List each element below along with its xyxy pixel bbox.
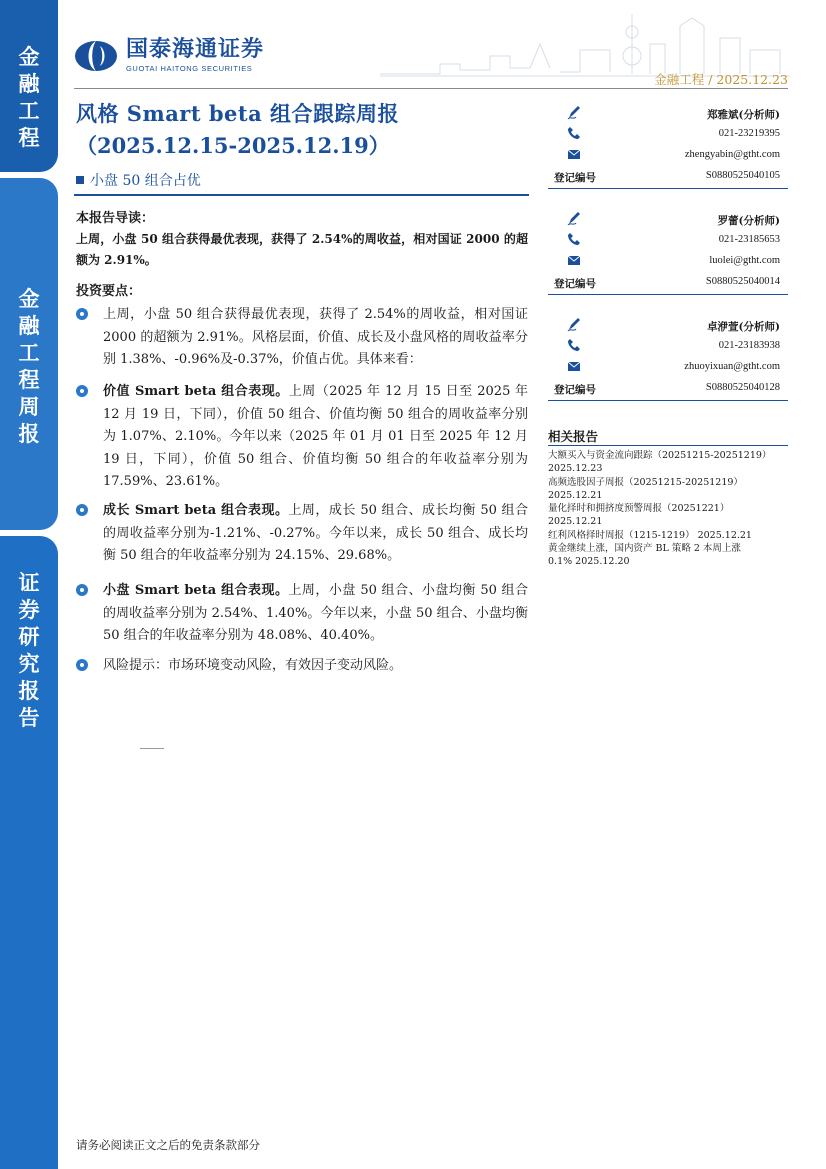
side-segment-research xyxy=(0,536,58,1169)
related-report-item[interactable]: 黄金继续上涨，国内资产 BL 策略 2 本周上涨 xyxy=(548,543,741,555)
analyst-divider xyxy=(548,188,788,189)
related-report-date: 2025.12.21 xyxy=(548,516,603,528)
related-reports-heading: 相关报告 xyxy=(548,429,599,444)
key-point-risk xyxy=(76,655,528,678)
email-icon xyxy=(566,146,582,162)
related-report-date: 2025.12.21 xyxy=(548,489,603,501)
logo-english-name: GUOTAI HAITONG SECURITIES xyxy=(126,64,253,73)
phone-icon xyxy=(566,231,582,247)
circle-bullet-icon xyxy=(76,659,88,671)
registration-number: S0880525040105 xyxy=(705,170,780,181)
square-bullet-icon xyxy=(76,176,84,184)
analyst-name: 郑雅斌(分析师) xyxy=(707,109,780,121)
header-divider xyxy=(74,88,788,89)
key-point xyxy=(76,500,528,568)
analyst-phone: 021-23185653 xyxy=(718,234,780,245)
key-point xyxy=(76,304,528,372)
report-title: 风格 Smart beta 组合跟踪周报 xyxy=(76,101,400,126)
circle-bullet-icon xyxy=(76,385,88,397)
side-segment-report-type xyxy=(0,178,58,530)
registration-number: S0880525040014 xyxy=(705,276,780,287)
side-char: 程 xyxy=(18,368,40,392)
subtitle-text: 小盘 50 组合占优 xyxy=(90,173,201,189)
related-report-date: 2025.12.23 xyxy=(548,463,603,475)
registration-number: S0880525040128 xyxy=(705,382,780,393)
pen-icon xyxy=(566,316,582,332)
side-char: 报 xyxy=(18,679,40,703)
key-point-text: 上周，成长 50 组合、成长均衡 50 组合的周收益率分别为-1.21%、-0.27%。今年以来，成长 50 组合、成长均衡 50 组合的年收益率分别为 24.15%、29.68%。 xyxy=(103,503,528,563)
guide-heading: 本报告导读： xyxy=(76,211,155,226)
key-points-heading: 投资要点： xyxy=(76,284,142,299)
key-point-bold: 成长 Smart beta 组合表现。 xyxy=(103,503,289,518)
analyst-phone: 021-23219395 xyxy=(718,128,780,139)
side-char: 券 xyxy=(18,598,40,622)
key-point-bold: 小盘 Smart beta 组合表现。 xyxy=(103,583,289,598)
guide-text: 上周，小盘 50 组合获得最优表现，获得了 2.54%的周收益，相对国证 2000 的超额为 2.91%。 xyxy=(76,232,528,267)
related-report-item[interactable]: 高频选股因子周报（20251215-20251219） xyxy=(548,476,743,488)
registration-label: 登记编号 xyxy=(554,172,596,184)
analyst-email[interactable]: zhengyabin@gtht.com xyxy=(684,149,780,160)
side-char: 金 xyxy=(18,287,40,311)
related-report-item[interactable]: 量化择时和拥挤度预警周报（20251221） xyxy=(548,503,730,515)
key-point xyxy=(76,580,528,648)
phone-icon xyxy=(566,337,582,353)
side-char: 报 xyxy=(18,422,40,446)
key-point-text: 上周，小盘 50 组合获得最优表现，获得了 2.54%的周收益，相对国证 2000 的超额为 2.91%。风格层面，价值、成长及小盘风格的周收益率分别 1.38%、-0.96%及-0.37%，价值占优。具体来看： xyxy=(103,307,528,367)
side-char: 周 xyxy=(18,395,40,419)
analyst-divider xyxy=(548,294,788,295)
side-char: 融 xyxy=(18,314,40,338)
logo-chinese-name: 国泰海通证券 xyxy=(126,37,265,62)
logo-mark-icon xyxy=(74,40,118,72)
side-char: 程 xyxy=(18,126,40,150)
disclaimer-footer: 请务必阅读正文之后的免责条款部分 xyxy=(76,1138,260,1152)
circle-bullet-icon xyxy=(76,504,88,516)
key-point-text: 风险提示：市场环境变动风险，有效因子变动风险。 xyxy=(103,658,403,673)
phone-icon xyxy=(566,125,582,141)
analyst-email[interactable]: luolei@gtht.com xyxy=(709,255,780,266)
email-icon xyxy=(566,358,582,374)
pen-icon xyxy=(566,210,582,226)
side-band xyxy=(0,0,58,1169)
divider-mark xyxy=(140,748,164,749)
related-report-date: 0.1% 2025.12.20 xyxy=(548,556,630,568)
analyst-name: 卓洢萱(分析师) xyxy=(707,321,780,333)
side-char: 告 xyxy=(18,706,40,730)
analyst-phone: 021-23183938 xyxy=(718,340,780,351)
side-char: 研 xyxy=(18,625,40,649)
report-period: （2025.12.15-2025.12.19） xyxy=(76,133,390,158)
analyst-divider xyxy=(548,400,788,401)
circle-bullet-icon xyxy=(76,584,88,596)
side-char: 金 xyxy=(18,45,40,69)
title-divider xyxy=(74,194,529,196)
side-char: 工 xyxy=(18,341,40,365)
analyst-email[interactable]: zhuoyixuan@gtht.com xyxy=(684,361,780,372)
side-char: 融 xyxy=(18,72,40,96)
company-logo xyxy=(74,38,264,73)
side-char: 工 xyxy=(18,99,40,123)
key-point-text: 上周，小盘 50 组合、小盘均衡 50 组合的周收益率分别为 2.54%、1.40%。今年以来，小盘 50 组合、小盘均衡 50 组合的年收益率分别为 48.08%、40.40%。 xyxy=(103,583,528,643)
key-point-text: 上周（2025 年 12 月 15 日至 2025 年 12 月 19 日，下同），价值 50 组合、价值均衡 50 组合的周收益率分别为 1.07%、2.10%。今年以来（2025 年 01 月 01 日至 2025 年 12 月 19 日，下同），价值 50 组合、价值均衡 50 组合的年收益率分别为 17.59%、23.61%。 xyxy=(103,384,528,489)
pen-icon xyxy=(566,104,582,120)
analyst-name: 罗蕾(分析师) xyxy=(717,215,780,227)
registration-label: 登记编号 xyxy=(554,278,596,290)
side-char: 证 xyxy=(18,571,40,595)
side-char: 究 xyxy=(18,652,40,676)
circle-bullet-icon xyxy=(76,308,88,320)
side-segment-category xyxy=(0,0,58,172)
related-report-item[interactable]: 红利风格择时周报（1215-1219） 2025.12.21 xyxy=(548,529,752,541)
key-point-bold: 价值 Smart beta 组合表现。 xyxy=(103,384,289,399)
category-date: 金融工程 / 2025.12.23 xyxy=(654,72,788,87)
related-report-item[interactable]: 大额买入与资金流向跟踪（20251215-20251219） xyxy=(548,450,772,461)
report-subtitle xyxy=(76,170,201,190)
related-reports-divider xyxy=(548,445,788,446)
key-point xyxy=(76,381,528,494)
related-reports-list xyxy=(548,449,788,569)
email-icon xyxy=(566,252,582,268)
registration-label: 登记编号 xyxy=(554,384,596,396)
